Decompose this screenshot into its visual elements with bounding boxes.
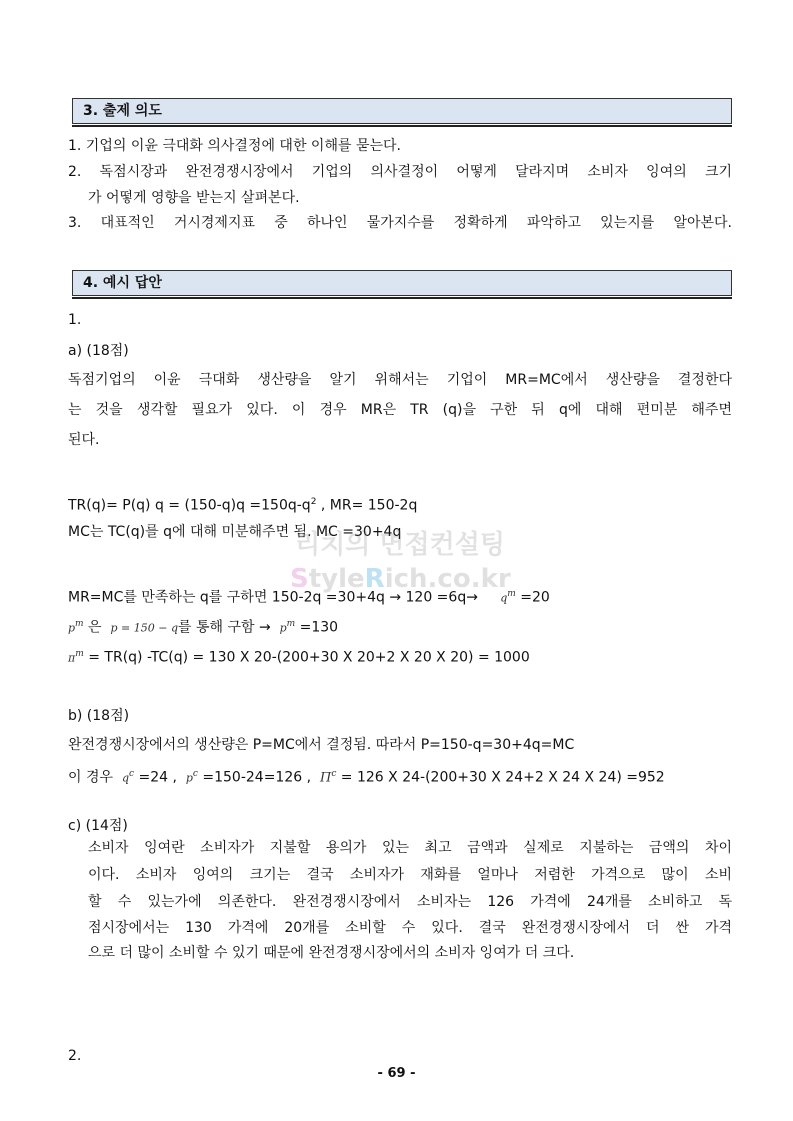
section-3-header: 3. 출제 의도 (72, 98, 732, 124)
part-c-text-1: 소비자 잉여란 소비자가 지불할 용의가 있는 최고 금액과 실제로 지불하는 금액의 차이 (88, 840, 732, 856)
pic-value: = 126 X 24-(200+30 X 24+2 X 24 X 24) =952 (336, 769, 665, 786)
intent-item-1: 1. 기업의 이윤 극대화 의사결정에 대한 이해를 묻는다. (68, 138, 401, 154)
qm-superscript: m (507, 589, 516, 599)
pm-equation (68, 614, 338, 639)
question-2-number: 2. (68, 1048, 82, 1064)
pm-symbol-2: p (279, 621, 287, 635)
intent-item-2-cont: 가 어떻게 영향을 받는지 살펴본다. (88, 190, 300, 206)
pc-symbol: p (185, 771, 193, 785)
watermark-text: 리치의 면접컨설팅 (295, 530, 505, 560)
qc-symbol: q (121, 771, 129, 785)
pic-superscript: c (331, 769, 337, 779)
qm-symbol: q (500, 591, 508, 605)
pi-superscript: m (75, 649, 84, 659)
intent-item-2: 2. 독점시장과 완전경쟁시장에서 기업의 의사결정이 어떻게 달라지며 소비자 잉여의 크기 (68, 164, 732, 180)
pm-text-2: 를 통해 구함 → (177, 619, 271, 636)
tr-equation-left: TR(q)= P(q) q = (150-q)q =150q-q (68, 497, 311, 514)
mr-mc-text: MR=MC를 만족하는 q를 구하면 150-2q =30+4q → 120 =6q→ (68, 589, 478, 606)
pc-value: =150-24=126 , (197, 769, 312, 786)
pm-superscript-2: m (286, 619, 296, 629)
part-a-label: a) (18점) (68, 343, 129, 359)
pc-superscript: c (192, 769, 198, 779)
part-b-prefix: 이 경우 (68, 769, 114, 786)
pi-symbol: π (68, 651, 76, 665)
pm-symbol: p (68, 621, 76, 635)
part-a-text-3: 된다. (68, 432, 100, 448)
watermark-t2: ich.co.kr (384, 564, 511, 594)
mr-mc-equation (68, 584, 550, 609)
demand-expression: p = 150 − q (110, 621, 178, 635)
tr-superscript: 2 (310, 497, 317, 507)
pm-value: =130 (295, 619, 339, 636)
intent-item-3: 3. 대표적인 거시경제지표 중 하나인 물가지수를 정확하게 파악하고 있는지를 알아본다. (68, 215, 732, 231)
part-c-label: c) (14점) (68, 818, 128, 834)
part-b-text-2 (68, 764, 665, 789)
part-a-text-2: 는 것을 생각할 필요가 있다. 이 경우 MR은 TR (q)을 구한 뒤 q에 대해 편미분 해주면 (68, 402, 732, 418)
watermark-r: R (364, 564, 385, 594)
part-c-text-5: 으로 더 많이 소비할 수 있기 때문에 완전경쟁시장에서의 소비자 잉여가 더 크다. (88, 945, 575, 961)
part-b-label: b) (18점) (68, 708, 130, 724)
watermark-s: S (290, 564, 309, 594)
part-c-text-2: 이다. 소비자 잉여의 크기는 결국 소비자가 재화를 얼마나 저렴한 가격으로 많이 소비 (88, 867, 732, 883)
qc-value: =24 , (134, 769, 177, 786)
pic-symbol: Π (319, 770, 332, 786)
page-number: - 69 - (377, 1066, 416, 1081)
tr-equation-right: , MR= 150-2q (316, 497, 418, 514)
watermark-t1: tyle (308, 564, 365, 594)
tr-equation (68, 492, 417, 516)
section-4-header: 4. 예시 답안 (72, 270, 732, 296)
pm-text-1: 은 (83, 619, 102, 636)
pm-superscript: m (75, 619, 84, 629)
qc-superscript: c (128, 769, 135, 779)
profit-text: = TR(q) -TC(q) = 130 X 20-(200+30 X 20+2 X 20 X 20) = 1000 (83, 649, 530, 666)
part-c-text-4: 점시장에서는 130 가격에 20개를 소비할 수 있다. 결국 완전경쟁시장에서 더 싼 가격 (88, 920, 732, 936)
profit-equation (68, 644, 530, 669)
question-1-number: 1. (68, 312, 82, 328)
part-c-text-3: 할 수 있는가에 의존한다. 완전경쟁시장에서 소비자는 126 가격에 24개를 소비하고 독 (88, 894, 732, 910)
part-a-text-1: 독점기업의 이윤 극대화 생산량을 알기 위해서는 기업이 MR=MC에서 생산량을 결정한다 (68, 372, 732, 388)
qm-value: =20 (515, 589, 550, 606)
part-b-text-1: 완전경쟁시장에서의 생산량은 P=MC에서 결정됨. 따라서 P=150-q=30+4q=MC (68, 737, 575, 753)
mc-equation: MC는 TC(q)를 q에 대해 미분해주면 됨. MC =30+4q (68, 524, 402, 540)
